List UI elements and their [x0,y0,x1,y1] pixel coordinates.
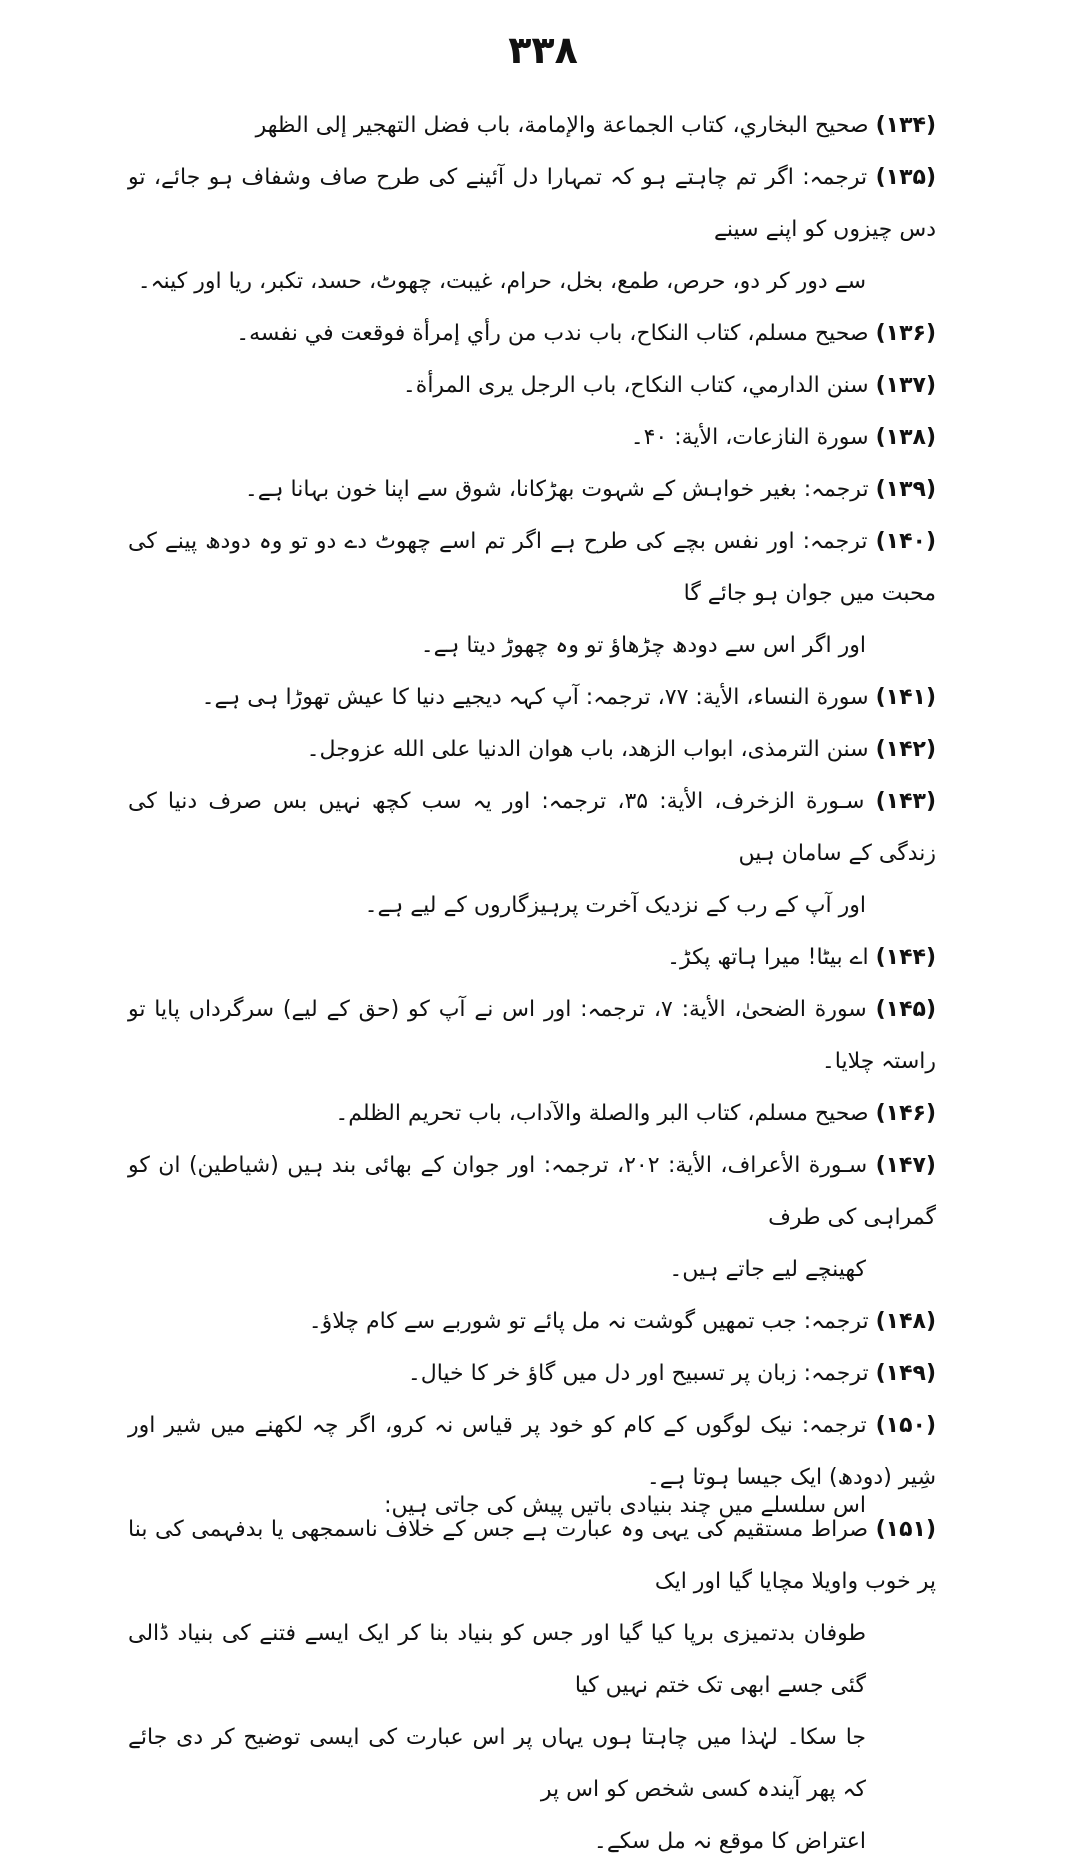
footnote [128,308,936,360]
footnote-number: (۱۴۶) [875,1101,936,1126]
footnote [128,724,936,776]
footnote [128,464,936,516]
footnote [128,776,936,932]
footnote [128,1348,936,1400]
footnote-number: (۱۳۸) [875,425,936,450]
footnote-text: سـورة الزخرف، الأية: ۳۵، ترجمہ: اور یہ سب کچھ نہیں بس صرف دنیا کی زندگی کے سامان ہیں [128,789,936,866]
footnote [128,100,936,152]
footnote-text: صحیح مسلم، كتاب النكاح، باب ندب من رأي إمرأة فوقعت في نفسه۔ [236,321,869,346]
footnote-number: (۱۳۶) [875,321,936,346]
closing-line: اس سلسلے میں چند بنیادی باتیں پیش کی جاتی ہیں: [384,1493,866,1518]
footnote-number: (۱۳۵) [875,165,936,190]
footnote-text: سورة الضحیٰ، الأية: ۷، ترجمہ: اور اس نے آپ کو (حق کے لیے) سرگرداں پایا تو راستہ چلایا۔ [128,997,936,1074]
footnote-number: (۱۳۴) [875,113,936,138]
footnote [128,1088,936,1140]
footnote [128,1296,936,1348]
footnote-number: (۱۴۹) [875,1361,936,1386]
footnote-text: ترجمہ: جب تمھیں گوشت نہ مل پائے تو شوربے سے کام چلاؤ۔ [308,1309,869,1334]
page-number: ۳۳۸ [508,28,578,72]
footnote [128,984,936,1088]
footnote [128,152,936,308]
footnote-text: سے دور کر دو، حرص، طمع، بخل، حرام، غیبت، چھوٹ، حسد، تکبر، ریا اور کینہ۔ [137,269,866,294]
footnote [128,932,936,984]
footnote-number: (۱۴۸) [875,1309,936,1334]
footnote-number: (۱۵۱) [875,1517,936,1542]
footnote-number: (۱۳۹) [875,477,936,502]
footnote [128,1140,936,1296]
footnote-text: ترجمہ: نیک لوگوں کے کام کو خود پر قیاس نہ کرو، اگر چہ لکھنے میں شیر اور شِیر (دودھ) ایک جیسا ہوتا ہے۔ [128,1413,936,1490]
footnote-number: (۱۴۱) [875,685,936,710]
footnote [128,412,936,464]
footnote-text: اے بیٹا! میرا ہاتھ پکڑ۔ [667,945,869,970]
footnote-text: سورة النازعات، الأية: ۴۰۔ [630,425,869,450]
footnote-text: ترجمہ: اور نفس بچے کی طرح ہے اگر تم اسے چھوٹ دے دو تو وہ دودھ پینے کی محبت میں جوان ہو جائے گا [128,529,936,606]
footnote-text: سنن الترمذی، ابواب الزهد، باب هوان الدنيا على الله عزوجل۔ [306,737,869,762]
footnote-text: صراط مستقیم کی یہی وہ عبارت ہے جس کے خلاف ناسمجھی یا بدفہمی کی بنا پر خوب واویلا مچایا گیا اور ایک [128,1517,936,1594]
footnote [128,672,936,724]
footnote-text: ترجمہ: بغیر خواہش کے شہوت بھڑکانا، شوق سے اپنا خون بہانا ہے۔ [244,477,869,502]
footnote-text: اور آپ کے رب کے نزدیک آخرت پرہیزگاروں کے لیے ہے۔ [364,893,866,918]
footnote-text: طوفان بدتمیزی برپا کیا گیا اور جس کو بنیاد بنا کر ایک ایسے فتنے کی بنیاد ڈالی گئی جسے ابھی تک ختم نہیں کیا [128,1621,866,1698]
footnote [128,360,936,412]
footnote-text: سنن الدارمي، كتاب النكاح، باب الرجل يرى المرأة۔ [402,373,869,398]
footnotes-list [128,100,936,1868]
footnote-number: (۱۴۷) [875,1153,936,1178]
footnote-text: صحيح البخاري، كتاب الجماعة والإمامة، باب فضل التهجير إلى الظهر [255,113,869,138]
footnote-text: اور اگر اس سے دودھ چڑھاؤ تو وہ چھوڑ دیتا ہے۔ [420,633,866,658]
footnote-text: صحیح مسلم، كتاب البر والصلة والآداب، باب تحريم الظلم۔ [335,1101,869,1126]
footnote-number: (۱۴۳) [875,789,936,814]
footnote-number: (۱۴۰) [875,529,936,554]
footnote-text: سـورة الأعراف، الأية: ۲۰۲، ترجمہ: اور جوان کے بھائی بند ہیں (شیاطین) ان کو گمراہی کی طرف [128,1153,936,1230]
footnote-text: ترجمہ: زبان پر تسبیح اور دل میں گاؤ خر کا خیال۔ [407,1361,869,1386]
footnote [128,1504,936,1868]
footnote-number: (۱۴۵) [875,997,936,1022]
footnote-number: (۱۳۷) [875,373,936,398]
footnote-number: (۱۵۰) [875,1413,936,1438]
footnote-number: (۱۴۲) [875,737,936,762]
footnote-text: اعتراض کا موقع نہ مل سکے۔ [593,1829,866,1854]
footnote-text: ترجمہ: اگر تم چاہتے ہو کہ تمہارا دل آئینے کی طرح صاف وشفاف ہو جائے، تو دس چیزوں کو اپنے سینے [128,165,936,242]
footnote-text: کھینچے لیے جاتے ہیں۔ [669,1257,866,1282]
footnote-number: (۱۴۴) [875,945,936,970]
footnote [128,516,936,672]
footnote-text: سورة النساء، الأية: ۷۷، ترجمہ: آپ کہہ دیجیے دنیا کا عیش تھوڑا ہی ہے۔ [201,685,869,710]
footnote-text: جا سکا۔ لہٰذا میں چاہتا ہوں یہاں پر اس عبارت کی ایسی توضیح کر دی جائے کہ پھر آیندہ کسی شخص کو اس پر [128,1725,866,1802]
